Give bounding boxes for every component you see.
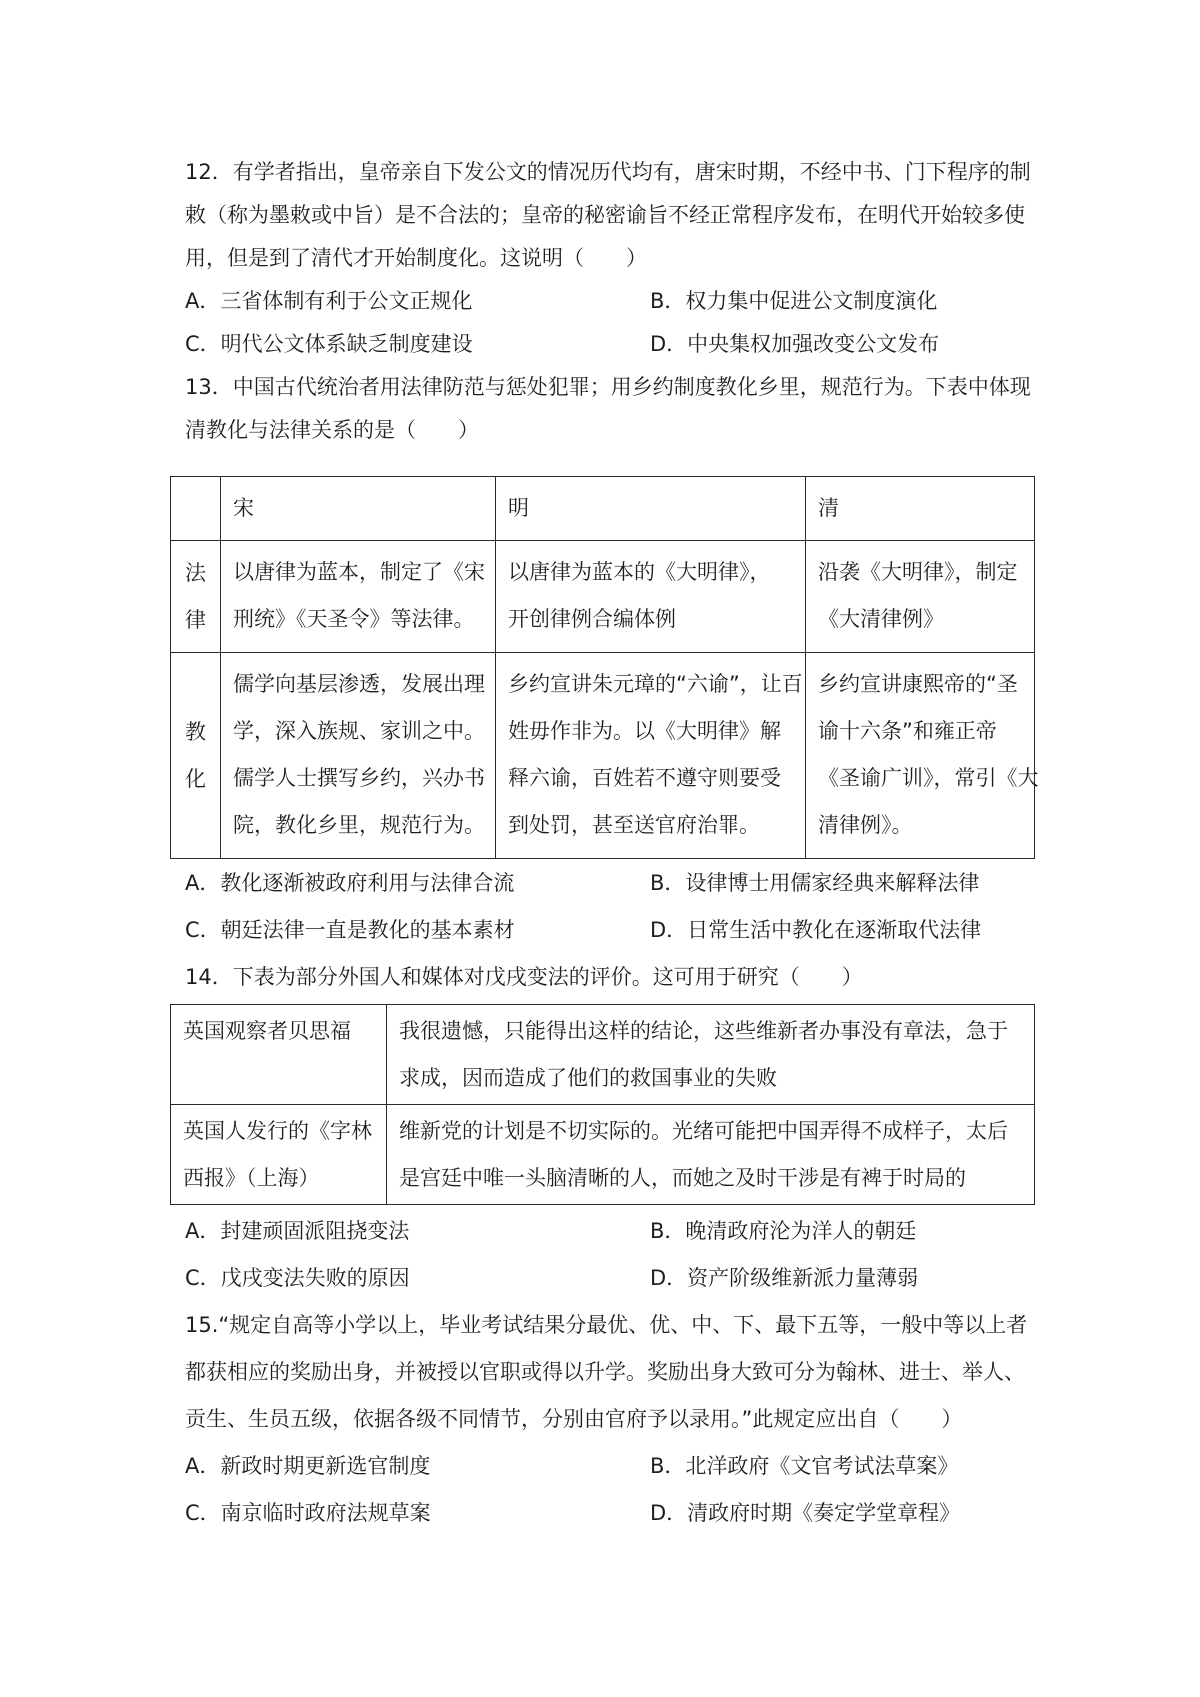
question-14-option-c[interactable]: C．戊戌变法失败的原因 (185, 1266, 410, 1290)
question-13-option-d[interactable]: D．日常生活中教化在逐渐取代法律 (650, 918, 982, 942)
question-12-option-a[interactable]: A．三省体制有利于公文正规化 (185, 289, 473, 313)
table-row-law (171, 541, 1035, 653)
question-13-line-1: 13．中国古代统治者用法律防范与惩处犯罪；用乡约制度教化乡里，规范行为。下表中体现 (185, 375, 1031, 399)
cell-source-north-china-herald: 英国人发行的《字林 西报》（上海） (171, 1105, 387, 1205)
question-14-option-b[interactable]: B．晚清政府沦为洋人的朝廷 (650, 1219, 917, 1243)
cell-comment-north-china-herald: 维新党的计划是不切实际的。光绪可能把中国弄得不成样子，太后 是宫廷中唯一头脑清晰的人，而她之及时干涉是有裨于时局的 (387, 1105, 1035, 1205)
question-15-line-1: 15.“规定自高等小学以上，毕业考试结果分最优、优、中、下、最下五等，一般中等以上者 (185, 1313, 1028, 1337)
question-12-option-b[interactable]: B．权力集中促进公文制度演化 (650, 289, 938, 313)
question-15-line-3: 贡生、生员五级，依据各级不同情节，分别由官府予以录用。”此规定应出自（ ） (185, 1407, 963, 1431)
question-13-option-b[interactable]: B．设律博士用儒家经典来解释法律 (650, 871, 980, 895)
table-header-corner (171, 477, 221, 541)
table-row-north-china-herald (171, 1105, 1035, 1205)
question-12-option-c[interactable]: C．明代公文体系缺乏制度建设 (185, 332, 473, 356)
table-row-education (171, 653, 1035, 859)
question-13-table (170, 476, 1039, 859)
question-15-line-2: 都获相应的奖励出身，并被授以官职或得以升学。奖励出身大致可分为翰林、进士、举人、 (185, 1360, 1025, 1384)
question-12-option-d[interactable]: D．中央集权加强改变公文发布 (650, 332, 940, 356)
row-label-education: 教 化 (171, 653, 221, 859)
question-15-option-a[interactable]: A．新政时期更新选官制度 (185, 1454, 431, 1478)
cell-education-song: 儒学向基层渗透，发展出理 学，深入族规、家训之中。 儒学人士撰写乡约，兴办书 院，教化乡里，规范行为。 (221, 653, 496, 859)
question-13-option-a[interactable]: A．教化逐渐被政府利用与法律合流 (185, 871, 515, 895)
question-15-option-b[interactable]: B．北洋政府《文官考试法草案》 (650, 1454, 959, 1478)
cell-education-qing: 乡约宣讲康熙帝的“圣 谕十六条”和雍正帝 《圣谕广训》，常引《大 清律例》。 (806, 653, 1035, 859)
question-12-line-2: 敕（称为墨敕或中旨）是不合法的；皇帝的秘密谕旨不经正常程序发布，在明代开始较多使 (185, 203, 1025, 227)
cell-law-song: 以唐律为蓝本，制定了《宋 刑统》《天圣令》等法律。 (221, 541, 496, 653)
table-header-qing: 清 (806, 477, 1035, 541)
question-15-option-d[interactable]: D．清政府时期《奏定学堂章程》 (650, 1501, 961, 1525)
table-header-song: 宋 (221, 477, 496, 541)
table-header-row (171, 477, 1035, 541)
question-13-option-c[interactable]: C．朝廷法律一直是教化的基本素材 (185, 918, 515, 942)
cell-education-ming: 乡约宣讲朱元璋的“六谕”，让百 姓毋作非为。以《大明律》解 释六谕，百姓若不遵守则要受 到处罚，甚至送官府治罪。 (496, 653, 806, 859)
question-12-line-3: 用，但是到了清代才开始制度化。这说明（ ） (185, 246, 647, 270)
question-14-option-a[interactable]: A．封建顽固派阻挠变法 (185, 1219, 410, 1243)
cell-comment-beresford: 我很遗憾，只能得出这样的结论，这些维新者办事没有章法，急于 求成，因而造成了他们的救国事业的失败 (387, 1005, 1035, 1105)
question-14-option-d[interactable]: D．资产阶级维新派力量薄弱 (650, 1266, 919, 1290)
question-15-option-c[interactable]: C．南京临时政府法规草案 (185, 1501, 431, 1525)
question-12-line-1: 12．有学者指出，皇帝亲自下发公文的情况历代均有，唐宋时期，不经中书、门下程序的制 (185, 160, 1031, 184)
cell-law-qing: 沿袭《大明律》，制定 《大清律例》 (806, 541, 1035, 653)
question-13-line-2: 清教化与法律关系的是（ ） (185, 418, 479, 442)
question-14-table (170, 1004, 1035, 1205)
table-header-ming: 明 (496, 477, 806, 541)
cell-law-ming: 以唐律为蓝本的《大明律》， 开创律例合编体例 (496, 541, 806, 653)
row-label-law: 法 律 (171, 541, 221, 653)
question-14-line-1: 14．下表为部分外国人和媒体对戊戌变法的评价。这可用于研究（ ） (185, 965, 863, 989)
table-row-beresford (171, 1005, 1035, 1105)
cell-source-beresford: 英国观察者贝思福 (171, 1005, 387, 1105)
